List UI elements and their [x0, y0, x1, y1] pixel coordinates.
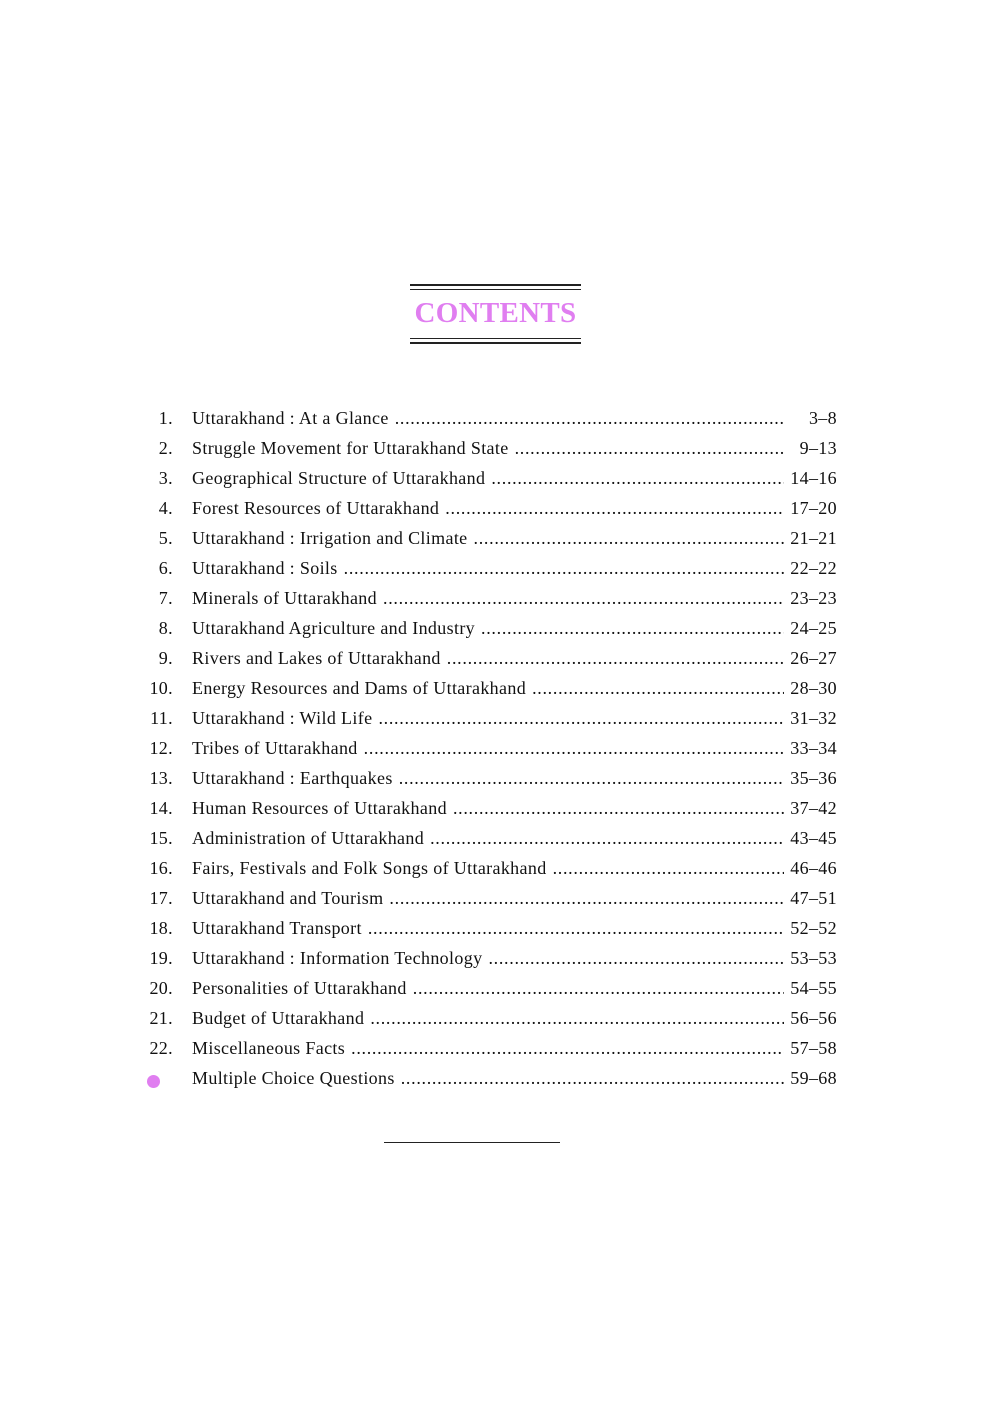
entry-number: 1.: [158, 408, 173, 428]
entry-number: 12.: [149, 738, 173, 758]
toc-entry-mcq[interactable]: [140, 1068, 837, 1098]
toc-entry[interactable]: [140, 888, 837, 918]
entry-number: 20.: [149, 978, 173, 998]
dot-leader: [430, 828, 784, 849]
bullet-circle-icon: [147, 1075, 160, 1088]
entry-number: 18.: [149, 918, 173, 938]
entry-pages: 33–34: [790, 738, 837, 758]
dot-leader: [383, 588, 784, 609]
toc-entry[interactable]: [140, 408, 837, 438]
dot-leader: [370, 1008, 784, 1029]
toc-entry[interactable]: [140, 1038, 837, 1068]
entry-number: 5.: [158, 528, 173, 548]
entry-number: 4.: [158, 498, 173, 518]
dot-leader: [474, 528, 785, 549]
dot-leader: [413, 978, 785, 999]
dot-leader: [401, 1068, 785, 1089]
toc-entry[interactable]: [140, 738, 837, 768]
entry-title: Personalities of Uttarakhand: [192, 978, 407, 998]
entry-pages: 56–56: [790, 1008, 837, 1028]
entry-pages: 23–23: [790, 588, 837, 608]
toc-entry[interactable]: [140, 858, 837, 888]
entry-number: 10.: [149, 678, 173, 698]
entry-pages: 59–68: [790, 1068, 837, 1088]
toc-entry[interactable]: [140, 978, 837, 1008]
entry-title: Rivers and Lakes of Uttarakhand: [192, 648, 441, 668]
dot-leader: [389, 888, 784, 909]
entry-title: Multiple Choice Questions: [192, 1068, 395, 1088]
entry-number: 8.: [158, 618, 173, 638]
entry-number: 22.: [149, 1038, 173, 1058]
dot-leader: [453, 798, 784, 819]
entry-pages: 53–53: [790, 948, 837, 968]
entry-title: Uttarakhand : Earthquakes: [192, 768, 393, 788]
entry-number: 21.: [149, 1008, 173, 1028]
toc-entry[interactable]: [140, 528, 837, 558]
entry-pages: 3–8: [808, 408, 837, 428]
dot-leader: [395, 408, 785, 429]
entry-number: 3.: [158, 468, 173, 488]
toc-entry[interactable]: [140, 798, 837, 828]
dot-leader: [368, 918, 784, 939]
table-of-contents: [140, 408, 837, 1098]
entry-title: Energy Resources and Dams of Uttarakhand: [192, 678, 527, 698]
entry-pages: 52–52: [790, 918, 837, 938]
entry-title: Minerals of Uttarakhand: [192, 588, 377, 608]
end-divider: [384, 1142, 560, 1143]
dot-leader: [351, 1038, 784, 1059]
entry-title: Uttarakhand : Information Technology: [192, 948, 483, 968]
entry-title: Miscellaneous Facts: [192, 1038, 346, 1058]
dot-leader: [481, 618, 784, 639]
entry-title: Forest Resources of Uttarakhand: [192, 498, 440, 518]
toc-entry[interactable]: [140, 438, 837, 468]
toc-entry[interactable]: [140, 948, 837, 978]
entry-title: Uttarakhand : Soils: [192, 558, 338, 578]
entry-pages: 22–22: [790, 558, 837, 578]
toc-entry[interactable]: [140, 588, 837, 618]
dot-leader: [532, 678, 784, 699]
entry-pages: 35–36: [790, 768, 837, 788]
entry-title: Administration of Uttarakhand: [192, 828, 425, 848]
toc-entry[interactable]: [140, 618, 837, 648]
entry-pages: 9–13: [799, 438, 837, 458]
toc-entry[interactable]: [140, 648, 837, 678]
dot-leader: [491, 468, 784, 489]
dot-leader: [364, 738, 785, 759]
page-title: CONTENTS: [414, 297, 577, 329]
entry-pages: 46–46: [790, 858, 837, 878]
entry-pages: 47–51: [790, 888, 837, 908]
double-rule-bottom: [410, 338, 581, 344]
toc-entry[interactable]: [140, 918, 837, 948]
entry-pages: 24–25: [790, 618, 837, 638]
dot-leader: [344, 558, 785, 579]
entry-title: Struggle Movement for Uttarakhand State: [192, 438, 509, 458]
entry-title: Uttarakhand : Irrigation and Climate: [192, 528, 468, 548]
entry-pages: 43–45: [790, 828, 837, 848]
double-rule-top: [410, 284, 581, 290]
entry-pages: 37–42: [790, 798, 837, 818]
entry-title: Uttarakhand and Tourism: [192, 888, 384, 908]
contents-heading-block: [410, 284, 581, 344]
dot-leader: [378, 708, 784, 729]
entry-number: 7.: [158, 588, 173, 608]
toc-entry[interactable]: [140, 768, 837, 798]
dot-leader: [488, 948, 784, 969]
entry-number: 15.: [149, 828, 173, 848]
dot-leader: [515, 438, 785, 459]
toc-entry[interactable]: [140, 468, 837, 498]
dot-leader: [399, 768, 785, 789]
entry-title: Uttarakhand Transport: [192, 918, 362, 938]
entry-pages: 31–32: [790, 708, 837, 728]
entry-pages: 26–27: [790, 648, 837, 668]
entry-number: 14.: [149, 798, 173, 818]
entry-number: 6.: [158, 558, 173, 578]
dot-leader: [553, 858, 785, 879]
entry-pages: 17–20: [790, 498, 837, 518]
entry-number: 2.: [158, 438, 173, 458]
entry-number: 9.: [158, 648, 173, 668]
entry-title: Uttarakhand Agriculture and Industry: [192, 618, 476, 638]
dot-leader: [445, 498, 784, 519]
toc-entry[interactable]: [140, 828, 837, 858]
toc-entry[interactable]: [140, 708, 837, 738]
toc-entry[interactable]: [140, 498, 837, 528]
entry-number: 17.: [149, 888, 173, 908]
toc-entry[interactable]: [140, 678, 837, 708]
entry-pages: 14–16: [790, 468, 837, 488]
entry-title: Uttarakhand : Wild Life: [192, 708, 373, 728]
entry-title: Fairs, Festivals and Folk Songs of Uttarakhand: [192, 858, 547, 878]
entry-pages: 57–58: [790, 1038, 837, 1058]
entry-pages: 21–21: [790, 528, 837, 548]
entry-number: 19.: [149, 948, 173, 968]
entry-title: Uttarakhand : At a Glance: [192, 408, 389, 428]
entry-number: 16.: [149, 858, 173, 878]
entry-number: 13.: [149, 768, 173, 788]
dot-leader: [447, 648, 784, 669]
toc-entry[interactable]: [140, 1008, 837, 1038]
entry-title: Tribes of Uttarakhand: [192, 738, 358, 758]
entry-number: 11.: [150, 708, 173, 728]
entry-pages: 54–55: [790, 978, 837, 998]
toc-entry[interactable]: [140, 558, 837, 588]
entry-title: Geographical Structure of Uttarakhand: [192, 468, 486, 488]
entry-title: Human Resources of Uttarakhand: [192, 798, 447, 818]
entry-title: Budget of Uttarakhand: [192, 1008, 365, 1028]
entry-pages: 28–30: [790, 678, 837, 698]
